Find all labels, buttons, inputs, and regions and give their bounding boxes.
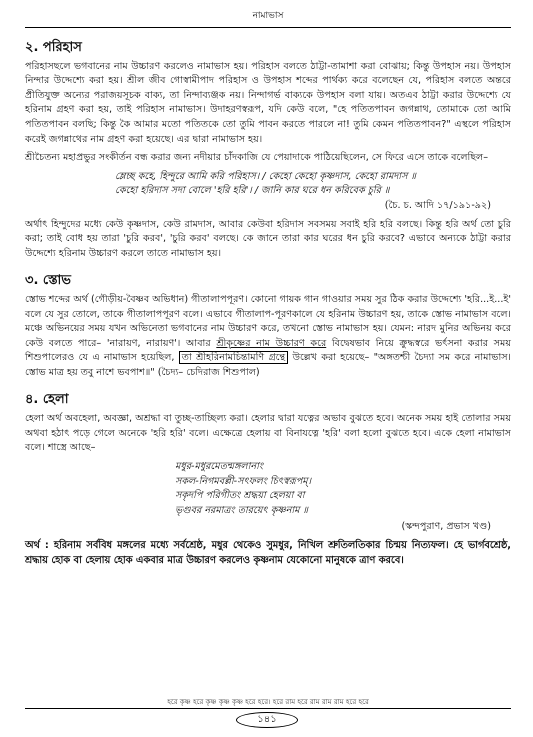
meaning-paragraph: অর্থ : হরিনাম সর্ববিধ মঙ্গলের মধ্যে সর্বশ্রেষ্ঠ, মধুর থেকেও সুমধুর, নিখিল শ্রুতিলতিকার চিন্ময় নিত্যফল। হে ভার্গবশ্রেষ্ঠ, শ্রদ্ধায় হোক বা হেলায় হোক একবার মাত্র উচ্চারণ করলেও কৃষ্ণনাম যেকোনো মানুষকে ত্রাণ করবে। xyxy=(25,539,511,566)
sloka-line: সকৃদপি পরিগীতং শ্রদ্ধয়া হেলয়া বা xyxy=(175,490,305,502)
page-content xyxy=(25,10,511,573)
sloka-line: মধুর-মধুরমেতন্মঙ্গলানাং xyxy=(175,460,263,472)
paragraph-text: বিদ্বেষভাব নিয়ে ক্রুদ্ধস্বরে ভর্ৎসনা করার সময় শিশুপালেরও যে এ নামাভাস হয়েছিল, xyxy=(25,337,511,364)
paragraph xyxy=(25,293,511,380)
sloka-block xyxy=(175,460,511,518)
paragraph: হেলা অর্থ অবহেলা, অবজ্ঞা, অশ্রদ্ধা বা তুচ্ছ-তাচ্ছিল্য করা। হেলার দ্বারা যত্নের অভাব বুঝতে হবে। অনেক সময় হাই তোলার সময় অথবা হঠাৎ পড়ে গেলে অনেকে 'হরি হরি' বলে। এক্ষেত্রে হেলায় বা বিনাযত্নে 'হরি' বলা হলো বুঝতে হবে। একে হেলা নামাভাস বলে। শাস্ত্রে আছে– xyxy=(25,413,511,454)
paragraph-text: উল্লেখ করা হয়েছে– "অঙ্গতশ্চী চৈদ্যা সম করে নামাভাস। স্তোভ মাত্র হয় তবু নাশে ভবপাশ॥" (চৈদ্য– চেদিরাজ শিশুপাল) xyxy=(25,352,511,378)
verse-line: ম্লেচ্ছ কহে, হিন্দুরে আমি করি পরিহাস। / কেহো কেহো কৃষ্ণদাস, কেহো রামদাস ॥ xyxy=(115,170,416,182)
paragraph: পরিহাসছলে ভগবানের নাম উচ্চারণ করলেও নামাভাস হয়। পরিহাস বলতে ঠাট্টা-তামাশা করা বোঝায়; কিন্তু উপহাস নয়। উপহাস নিন্দার উদ্দেশ্যে করা হয়। শ্রীল জীব গোস্বামীপাদ পরিহাস ও উপহাস শব্দের পার্থক্য করে বলেছেন যে, পরিহাস বলতে অন্তরে প্রীতিযুক্ত অন্যের পরাজয়সূচক বাক্য, তা নিন্দাব্যঞ্জক নয়। নিন্দাগর্ভ বাক্যকে উপহাস বলা যায়। অতএব ঠাট্টা করার উদ্দেশ্যে যে হরিনাম গ্রহণ করা হয়, তাই পরিহাস নামাভাস। উদাহরণস্বরূপ, যদি কেউ বলে, "হে পতিতপাবন জগন্নাথ, তোমাকে তো আমি পতিতপাবন বলছি; কিন্তু কৈ আমার মতো পতিতকে তো তুমি পাবন করতে পারলে না! তুমি কেমন পতিতপাবন?" এস্থলে পরিহাস করেই জগন্নাথের নাম গ্রহণ করা হয়েছে। এর দ্বারা নামাভাস হয়। xyxy=(25,60,511,145)
section-heading-parihas: ২. পরিহাস xyxy=(25,40,82,55)
sloka-line: সকল-নিগমবল্লী-সৎফলং চিৎস্বরূপম্। xyxy=(175,475,312,487)
page-number: ১৪১ xyxy=(236,712,298,728)
sloka-line: ভৃগুবর নরমাত্রং তারয়েৎ কৃষ্ণনাম ॥ xyxy=(175,504,308,516)
paragraph: অর্থাৎ হিন্দুদের মধ্যে কেউ কৃষ্ণদাস, কেউ রামদাস, আবার কেউবা হরিদাস সবসময় সবাই হরি হরি বলছে। কিন্তু হরি অর্থ তো চুরি করা; তাই বোধ হয় তারা 'চুরি করব', 'চুরি করব' বলছে। কে জানে তারা কার ঘরের ধন চুরি করবে? এভাবে অন্যকে ঠাট্টা করার উদ্দেশ্যে হরিনাম উচ্চারণ করলে তাতে নামাভাস হয়। xyxy=(25,218,511,259)
verse-citation: (চৈ. চ. আদি ১৭/১৯১-৯২) xyxy=(384,199,491,211)
section-heading-stobh: ৩. স্তোভ xyxy=(25,273,71,289)
section-heading-hela: ৪. হেলা xyxy=(25,392,69,408)
paragraph-text: স্তোভ শব্দের অর্থ (গৌড়ীয়-বৈষ্ণব অভিধান) গীতালাপপূরণ। কোনো গায়ক গান গাওয়ার সময় সুর ঠিক করার উদ্দেশ্যে 'হরি...ই...ই' বলে যে সুর তোলে, তাকে গীতালাপপূরণ বলে। এভাবে গীতালাপ-পূরণকালে যে হরিনাম উচ্চারণ হয়, তাকে স্তোভ নামাভাস বলে। মঞ্চে অভিনয়ের সময় যখন অভিনেতা ভগবানের নাম উচ্চারণ করে, তখনো স্তোভ নামাভাস হয়। যেমন: নারদ মুনির অভিনয় করে কেউ বলতে পারে– 'নারায়ণ, নারায়ণ'। আবার xyxy=(25,294,511,349)
underlined-phrase: শ্রীকৃষ্ণের নাম উচ্চারণ করে xyxy=(216,337,327,349)
paragraph: শ্রীচৈতন্য মহাপ্রভুর সংকীর্তন বন্ধ করার জন্য নদীয়ার চাঁদকাজি যে পেয়াদাকে পাঠিয়েছিলেন, সে ফিরে এসে তাকে বলেছিল– xyxy=(25,152,489,164)
sloka-citation: (স্কন্দপুরাণ, প্রভাস খণ্ড) xyxy=(401,521,491,533)
verse-block xyxy=(115,170,511,199)
footer-mantra: হরে কৃষ্ণ হরে কৃষ্ণ কৃষ্ণ কৃষ্ণ হরে হরে। হরে রাম হরে রাম রাম রাম হরে হরে xyxy=(25,696,511,709)
boxed-reference: তা শ্রীহরিনামচিন্তামণি গ্রন্থে xyxy=(179,351,288,364)
running-header: নামাভাস xyxy=(25,10,511,28)
verse-line: কেহো হরিদাস সদা বোলে 'হরি হরি'। / জানি কার ঘরে ধন করিবেক চুরি ॥ xyxy=(115,185,390,197)
